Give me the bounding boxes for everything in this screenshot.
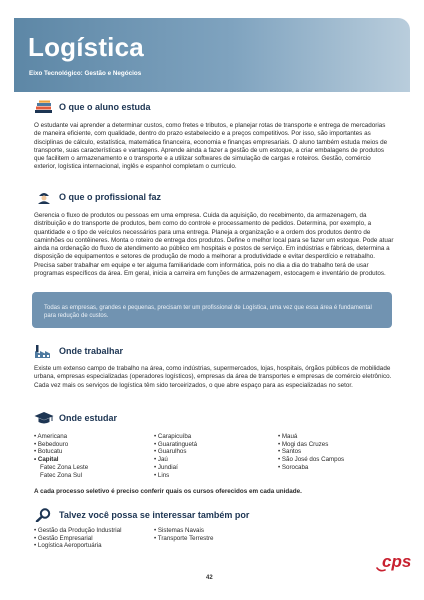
estudar-columns (34, 433, 388, 479)
estudar-col-1 (34, 433, 154, 479)
section-interesse (34, 508, 394, 522)
list-subitem: Fatec Zona Sul (40, 471, 82, 479)
list-item: • Americana (34, 433, 68, 440)
list-item: • Guarulhos (154, 448, 187, 456)
section-trabalho (34, 344, 394, 390)
page-title: Logística (28, 32, 144, 62)
section-profissional-title: O que o profissional faz (59, 192, 162, 202)
section-estudar-header (34, 411, 394, 425)
list-item: • Mogi das Cruzes (278, 440, 329, 448)
list-item: • Transporte Terrestre (154, 534, 214, 542)
section-trabalho-title: Onde trabalhar (59, 346, 124, 356)
estudar-col-2 (154, 433, 278, 479)
logo-text: cps (382, 552, 412, 571)
graduation-cap-icon (34, 411, 54, 425)
section-trabalho-header (34, 344, 394, 358)
header-banner (14, 18, 410, 92)
list-item: • São José dos Campos (278, 456, 345, 464)
section-interesse-header (34, 508, 394, 522)
list-item: • Gestão Empresarial (34, 534, 93, 542)
interesse-col-1 (34, 527, 154, 550)
magnifier-icon (34, 508, 54, 522)
cps-logo (376, 551, 422, 573)
page-number: 42 (206, 575, 213, 581)
section-trabalho-text: Existe um extenso campo de trabalho na área, como indústrias, supermercados, lojas, hospitais, órgãos públicos de mobilidade urbana, empresas especializadas (operadores logísticos), empresas da área de transportes e empresas de comércio eletrônico. Cada vez mais os serviços de logística têm sido terceirizados, o que abre espaço para as especializadas no setor. (34, 365, 392, 389)
section-estudar-title: Onde estudar (59, 413, 118, 423)
list-item: • Botucatu (34, 448, 63, 456)
section-profissional-text: Gerencia o fluxo de produtos ou pessoas em uma empresa. Cuida da aquisição, do recebimento, da armazenagem, da distribuição e do transporte de produtos, bem como do controle e processamento de pedidos. Determina, por exemplo, a quantidade e o tipo de veículos necessários para uma entrega. Planeja a organização e a ordem dos produtos dentro de caminhões ou contêineres. Monta o roteiro de entrega dos produtos. Define o melhor local para se fazer um estoque. Pode atuar ainda na ordenação do fluxo de atendimento ao público em hospitais e postos de serviço. Em indústrias e fábricas, determina a disposição de equipamentos e setores de produção de modo a melhorar a produtividade e evitar desperdício e retrabalho. Precisa saber trabalhar em equipe e ter alguma familiaridade com informática, pois no dia a dia do trabalho terá de usar programas específicos da área. Em geral, inicia a carreira em funções de armazenagem, estocagem e inventário de produtos. (34, 212, 394, 278)
worker-icon (34, 190, 54, 204)
section-estudo (34, 100, 394, 172)
list-item: • Sistemas Navais (154, 527, 204, 534)
list-item: • Mauá (278, 433, 298, 440)
list-item: • Logística Aeroportuária (34, 542, 102, 550)
estudar-note: A cada processo seletivo é preciso conferir quais os cursos oferecidos em cada unidade. (34, 488, 302, 495)
highlight-box (32, 292, 392, 328)
section-estudo-text: O estudante vai aprender a determinar custos, como fretes e tributos, e planejar rotas de transporte e entrega de mercadorias de maneira eficiente, com qualidade, dentro do prazo estabelecido e a preços competitivos. Por isso, são importantes as disciplinas de cálculo, estatística, matemática financeira, economia e finanças empresariais. O aluno também estuda meios de transporte, suas características e vantagens. Aprende ainda a fazer a gestão de um estoque, a criar embalagens de produtos que facilitem o armazenamento e o transporte e a utilizar softwares de simulação de cargas e roteiros. Gestão, comércio exterior, logística internacional, inglês e espanhol completam o currículo. (34, 122, 388, 171)
list-item-capital: • Capital (34, 456, 59, 464)
list-item: • Jundiaí (154, 463, 178, 471)
list-item: • Jaú (154, 456, 168, 464)
list-subitem: Fatec Zona Leste (40, 463, 89, 471)
interesse-columns (34, 527, 278, 550)
section-interesse-title: Talvez você possa se interessar também por (59, 510, 250, 520)
interesse-col-2 (154, 527, 278, 550)
section-estudo-header (34, 100, 394, 114)
section-estudar (34, 411, 394, 425)
section-profissional-header (34, 190, 394, 204)
estudar-col-3 (278, 433, 388, 479)
section-profissional (34, 190, 394, 278)
list-item: • Gestão da Produção Industrial (34, 527, 122, 534)
books-icon (34, 100, 54, 114)
list-item: • Lins (154, 471, 170, 479)
list-item: • Sorocaba (278, 463, 309, 471)
factory-icon (34, 344, 54, 358)
list-item: • Guaratinguetá (154, 440, 198, 448)
list-item: • Carapicuíba (154, 433, 192, 440)
list-item: • Santos (278, 448, 302, 456)
highlight-text: Todas as empresas, grandes e pequenas, precisam ter um profissional de Logística, uma vez que essa área é fundamental para redução de custos. (44, 305, 372, 319)
page-subtitle: Eixo Tecnológico: Gestão e Negócios (29, 70, 142, 77)
section-estudo-title: O que o aluno estuda (59, 102, 151, 112)
list-item: • Bebedouro (34, 440, 69, 448)
